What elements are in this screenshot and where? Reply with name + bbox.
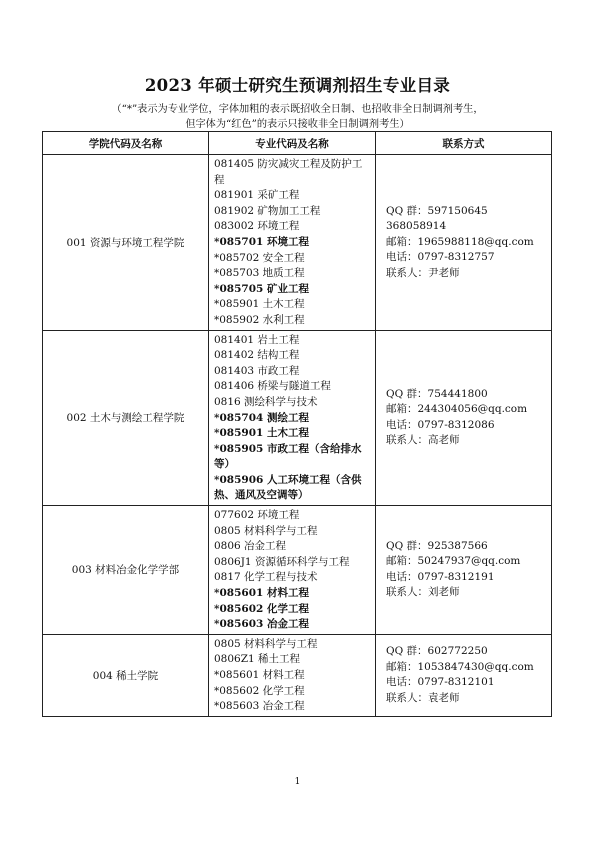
contact-line: 邮箱：1965988118@qq.com — [386, 235, 534, 248]
major-item: 0806Z1 稀土工程 — [214, 653, 301, 666]
contact-line: 联系人：刘老师 — [386, 586, 460, 599]
major-item: *085603 冶金工程 — [214, 700, 305, 713]
major-list — [209, 506, 376, 635]
major-item: *085906 人工环境工程（含供热、通风及空调等） — [214, 473, 362, 502]
contact-line: 电话：0797-8312191 — [386, 570, 495, 583]
major-item: 0806 冶金工程 — [214, 540, 287, 553]
header-contact: 联系方式 — [376, 132, 552, 155]
major-item: 081401 岩土工程 — [214, 333, 300, 346]
contact-line: 联系人：袁老师 — [386, 691, 460, 704]
contact-info — [376, 330, 552, 506]
table-row — [43, 506, 552, 635]
contact-line: QQ 群：597150645 — [386, 204, 488, 217]
contact-line: 电话：0797-8312101 — [386, 676, 495, 689]
contact-line: 联系人：尹老师 — [386, 266, 460, 279]
contact-line: QQ 群：754441800 — [386, 387, 488, 400]
table-row — [43, 330, 552, 506]
legend-note-line-2: 但字体为“红色”的表示只接收非全日制调剂考生） — [185, 119, 410, 130]
major-item: 081902 矿物加工工程 — [214, 204, 321, 217]
major-item: *085703 地质工程 — [214, 267, 305, 280]
table-row — [43, 634, 552, 716]
major-item: 081406 桥梁与隧道工程 — [214, 380, 331, 393]
major-item: *085602 化学工程 — [214, 602, 309, 615]
major-item: *085603 冶金工程 — [214, 618, 309, 631]
major-item: 081403 市政工程 — [214, 364, 300, 377]
college-name: 004 稀土学院 — [43, 634, 209, 716]
contact-line: 联系人：高老师 — [386, 434, 460, 447]
major-list — [209, 155, 376, 331]
major-item: 081405 防灾减灾工程及防护工程 — [214, 158, 363, 186]
major-item: 081402 结构工程 — [214, 349, 300, 362]
major-item: *085702 安全工程 — [214, 251, 305, 264]
major-item: 0816 测绘科学与技术 — [214, 395, 318, 408]
major-item: *085901 土木工程 — [214, 298, 305, 311]
contact-info — [376, 634, 552, 716]
table-body — [43, 155, 552, 717]
document-title: 2023 年硕士研究生预调剂招生专业目录 — [144, 76, 451, 95]
major-item: *085901 土木工程 — [214, 427, 309, 440]
contact-line: QQ 群：602772250 — [386, 645, 488, 658]
college-name: 001 资源与环境工程学院 — [43, 155, 209, 331]
major-list — [209, 634, 376, 716]
major-item: *085601 材料工程 — [214, 587, 309, 600]
contact-info — [376, 155, 552, 331]
table-header-row — [43, 132, 552, 155]
major-item: 0805 材料科学与工程 — [214, 524, 318, 537]
contact-line: 368058914 — [386, 220, 447, 233]
contact-line: 电话：0797-8312757 — [386, 251, 495, 264]
major-item: 081901 采矿工程 — [214, 189, 300, 202]
major-item: *085704 测绘工程 — [214, 411, 309, 424]
major-item: *085705 矿业工程 — [214, 282, 309, 295]
header-college: 学院代码及名称 — [43, 132, 209, 155]
major-item: *085902 水利工程 — [214, 313, 305, 326]
college-name: 002 土木与测绘工程学院 — [43, 330, 209, 506]
major-item: 0806J1 资源循环科学与工程 — [214, 555, 350, 568]
legend-note-line-1: （“*”表示为专业学位，字体加粗的表示既招收全日制、也招收非全日制调剂考生， — [111, 104, 484, 115]
major-catalog-table — [42, 131, 552, 717]
page-number: 1 — [294, 777, 301, 787]
major-item: *085701 环境工程 — [214, 235, 309, 248]
contact-line: 邮箱：50247937@qq.com — [386, 555, 521, 568]
contact-line: QQ 群：925387566 — [386, 539, 488, 552]
table-row — [43, 155, 552, 331]
major-item: *085905 市政工程（含给排水等） — [214, 442, 362, 471]
contact-line: 邮箱：1053847430@qq.com — [386, 660, 534, 673]
contact-info — [376, 506, 552, 635]
contact-line: 电话：0797-8312086 — [386, 418, 495, 431]
major-list — [209, 330, 376, 506]
major-item: 077602 环境工程 — [214, 509, 300, 522]
major-item: 083002 环境工程 — [214, 220, 300, 233]
header-majors: 专业代码及名称 — [209, 132, 376, 155]
college-name: 003 材料冶金化学学部 — [43, 506, 209, 635]
major-item: *085602 化学工程 — [214, 684, 305, 697]
major-item: 0805 材料科学与工程 — [214, 637, 318, 650]
contact-line: 邮箱：244304056@qq.com — [386, 403, 528, 416]
major-item: *085601 材料工程 — [214, 669, 305, 681]
major-item: 0817 化学工程与技术 — [214, 571, 318, 584]
